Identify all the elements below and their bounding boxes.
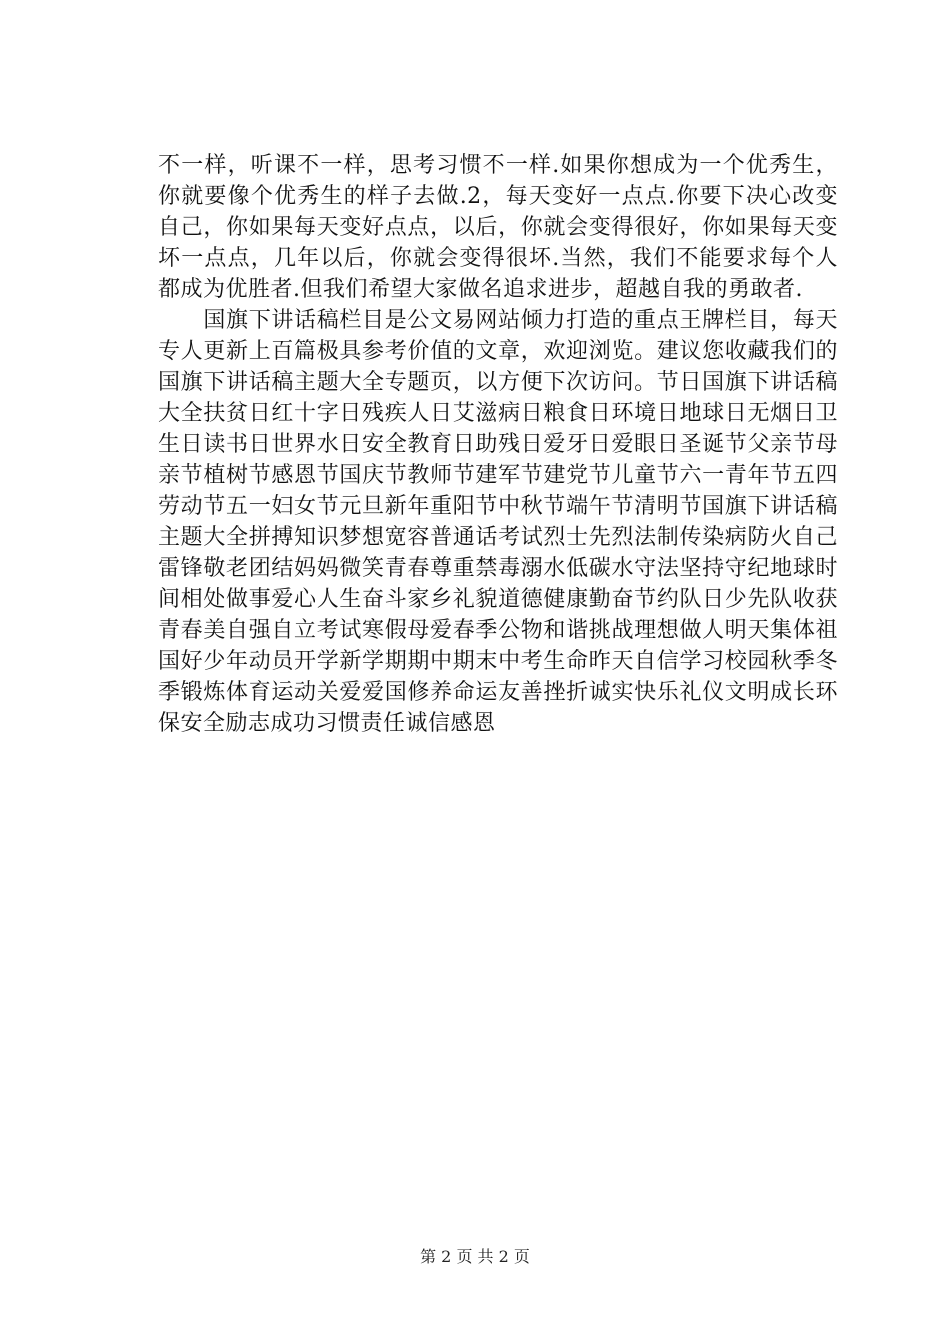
paragraph-1: 不一样，听课不一样，思考习惯不一样.如果你想成为一个优秀生，你就要像个优秀生的样子去做.2，每天变好一点点.你要下决心改变自己，你如果每天变好点点，以后，你就会变得很好，你如果每天变坏一点点，几年以后，你就会变得很坏.当然，我们不能要求每个人都成为优胜者.但我们希望大家做名追求进步，超越自我的勇敢者. (158, 153, 838, 302)
page-footer: 第 2 页 共 2 页 (420, 1247, 530, 1266)
document-body (158, 150, 838, 739)
paragraph-2: 国旗下讲话稿栏目是公文易网站倾力打造的重点王牌栏目，每天专人更新上百篇极具参考价值的文章，欢迎浏览。建议您收藏我们的国旗下讲话稿主题大全专题页，以方便下次访问。节日国旗下讲话稿大全扶贫日红十字日残疾人日艾滋病日粮食日环境日地球日无烟日卫生日读书日世界水日安全教育日助残日爱牙日爱眼日圣诞节父亲节母亲节植树节感恩节国庆节教师节建军节建党节儿童节六一青年节五四劳动节五一妇女节元旦新年重阳节中秋节端午节清明节国旗下讲话稿主题大全拼搏知识梦想宽容普通话考试烈士先烈法制传染病防火自己雷锋敬老团结妈妈微笑青春尊重禁毒溺水低碳水守法坚持守纪地球时间相处做事爱心人生奋斗家乡礼貌道德健康勤奋节约队日少先队收获青春美自强自立考试寒假母爱春季公物和谐挑战理想做人明天集体祖国好少年动员开学新学期期中期末中考生命昨天自信学习校园秋季冬季锻炼体育运动关爱爱国修养命运友善挫折诚实快乐礼仪文明成长环保安全励志成功习惯责任诚信感恩 (158, 308, 838, 736)
